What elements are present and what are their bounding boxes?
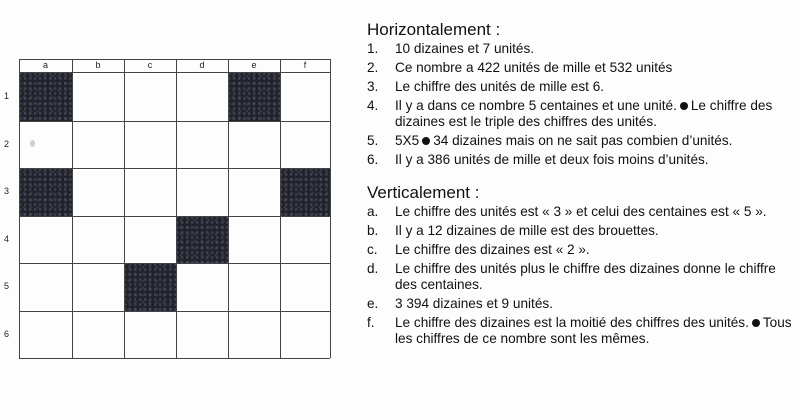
clue-number: e. — [367, 296, 379, 311]
empty-cell-e2[interactable] — [228, 121, 280, 168]
clue-text: Il y a dans ce nombre 5 centaines et une unité. — [395, 98, 677, 113]
row-label-2: 2 — [4, 138, 10, 149]
scan-smudge — [30, 140, 35, 147]
grid-line-vertical — [124, 59, 125, 358]
vertical-clue-list — [367, 204, 797, 347]
grid-line-vertical — [330, 59, 331, 358]
clues-panel — [367, 20, 797, 350]
clue-text: Le chiffre des unités de mille est 6. — [395, 79, 605, 94]
clue-text: Le chiffre des dizaines est la moitié des chiffres des unités. — [395, 315, 749, 330]
grid-line-horizontal — [19, 168, 330, 169]
empty-cell-b1[interactable] — [72, 72, 124, 121]
empty-cell-a6[interactable] — [19, 311, 72, 358]
grid-line-horizontal — [19, 311, 330, 312]
grid-line-horizontal — [19, 216, 330, 217]
empty-cell-c6[interactable] — [124, 311, 176, 358]
clue-text: Le chiffre des unités est « 3 » et celui des centaines est « 5 ». — [395, 204, 767, 219]
clue-number: a. — [367, 204, 379, 219]
column-label-d: d — [199, 60, 205, 70]
column-label-b: b — [95, 60, 101, 70]
clue-text: Le chiffre des unités plus le chiffre des dizaines donne le chiffre des centaines. — [395, 261, 776, 292]
empty-cell-f2[interactable] — [280, 121, 330, 168]
clue-text: Le chiffre des dizaines est le triple des chiffres des unités. — [395, 98, 773, 129]
bullet-icon — [752, 319, 760, 327]
clue-number: f. — [367, 315, 375, 330]
empty-cell-f6[interactable] — [280, 311, 330, 358]
horizontal-clue-4 — [367, 98, 797, 130]
row-label-6: 6 — [4, 328, 10, 339]
empty-cell-b2[interactable] — [72, 121, 124, 168]
vertical-clue-1 — [367, 204, 797, 220]
shaded-cell-c5 — [124, 263, 176, 311]
clue-number: b. — [367, 223, 379, 238]
bullet-icon — [422, 137, 430, 145]
clue-number: 4. — [367, 98, 379, 113]
clue-number: 1. — [367, 41, 379, 56]
column-label-c: c — [147, 60, 153, 70]
empty-cell-b3[interactable] — [72, 168, 124, 216]
empty-cell-b6[interactable] — [72, 311, 124, 358]
empty-cell-b5[interactable] — [72, 263, 124, 311]
empty-cell-e5[interactable] — [228, 263, 280, 311]
vertical-clue-6 — [367, 315, 797, 347]
empty-cell-a2[interactable] — [19, 121, 72, 168]
row-label-3: 3 — [4, 186, 10, 196]
grid-line-horizontal — [19, 121, 330, 122]
empty-cell-d2[interactable] — [176, 121, 228, 168]
empty-cell-c4[interactable] — [124, 216, 176, 263]
grid-line-horizontal — [19, 263, 330, 264]
empty-cell-d6[interactable] — [176, 311, 228, 358]
clue-text: 34 dizaines mais on ne sait pas combien d’unités. — [433, 133, 733, 148]
vertical-clue-5 — [367, 296, 797, 312]
shaded-cell-d4 — [176, 216, 228, 263]
row-label-5: 5 — [4, 281, 10, 291]
row-label-4: 4 — [4, 233, 10, 244]
horizontal-clue-2 — [367, 60, 797, 76]
clue-number: c. — [367, 242, 378, 257]
horizontal-title: Horizontalement : — [367, 20, 501, 39]
column-label-f: f — [303, 60, 307, 70]
clue-number: 3. — [367, 79, 379, 94]
empty-cell-a5[interactable] — [19, 263, 72, 311]
vertical-clue-4 — [367, 261, 797, 293]
empty-cell-d1[interactable] — [176, 72, 228, 121]
grid-line-horizontal — [19, 59, 330, 60]
empty-cell-d5[interactable] — [176, 263, 228, 311]
clue-text: 5X5 — [395, 133, 420, 148]
grid-line-vertical — [72, 59, 73, 358]
empty-cell-f5[interactable] — [280, 263, 330, 311]
vertical-title: Verticalement : — [367, 183, 480, 202]
clue-text: Il y a 12 dizaines de mille est des brouettes. — [395, 223, 659, 238]
clue-text: 10 dizaines et 7 unités. — [395, 41, 535, 56]
empty-cell-f4[interactable] — [280, 216, 330, 263]
empty-cell-c3[interactable] — [124, 168, 176, 216]
shaded-cell-a1 — [19, 72, 72, 121]
empty-cell-c2[interactable] — [124, 121, 176, 168]
empty-cell-e4[interactable] — [228, 216, 280, 263]
empty-cell-a4[interactable] — [19, 216, 72, 263]
column-label-e: e — [251, 60, 257, 70]
empty-cell-c1[interactable] — [124, 72, 176, 121]
clue-number: 6. — [367, 152, 379, 167]
row-label-1: 1 — [4, 90, 10, 101]
clue-text: Ce nombre a 422 unités de mille et 532 unités — [395, 60, 673, 75]
grid-line-vertical — [176, 59, 177, 358]
clue-number: d. — [367, 261, 379, 276]
grid-line-vertical — [280, 59, 281, 358]
empty-cell-d3[interactable] — [176, 168, 228, 216]
clue-text: 3 394 dizaines et 9 unités. — [395, 296, 553, 311]
grid-line-horizontal — [19, 72, 330, 73]
clue-text: Il y a 386 unités de mille et deux fois moins d’unités. — [395, 152, 709, 167]
vertical-clue-2 — [367, 223, 797, 239]
clue-text: Tous les chiffres de ce nombre sont les mêmes. — [395, 315, 792, 346]
horizontal-clue-6 — [367, 152, 797, 168]
horizontal-clue-1 — [367, 41, 797, 57]
horizontal-clue-list — [367, 41, 797, 168]
horizontal-clue-5 — [367, 133, 797, 149]
column-label-a: a — [42, 60, 48, 70]
vertical-clue-3 — [367, 242, 797, 258]
clue-number: 5. — [367, 133, 379, 148]
empty-cell-f1[interactable] — [280, 72, 330, 121]
horizontal-clue-3 — [367, 79, 797, 95]
empty-cell-e6[interactable] — [228, 311, 280, 358]
empty-cell-b4[interactable] — [72, 216, 124, 263]
grid-line-horizontal — [19, 358, 330, 359]
shaded-cell-e1 — [228, 72, 280, 121]
grid-line-vertical — [19, 59, 20, 358]
shaded-cell-f3 — [280, 168, 330, 216]
clue-number: 2. — [367, 60, 379, 75]
bullet-icon — [680, 102, 688, 110]
shaded-cell-a3 — [19, 168, 72, 216]
clue-text: Le chiffre des dizaines est « 2 ». — [395, 242, 590, 257]
grid-line-vertical — [228, 59, 229, 358]
empty-cell-e3[interactable] — [228, 168, 280, 216]
